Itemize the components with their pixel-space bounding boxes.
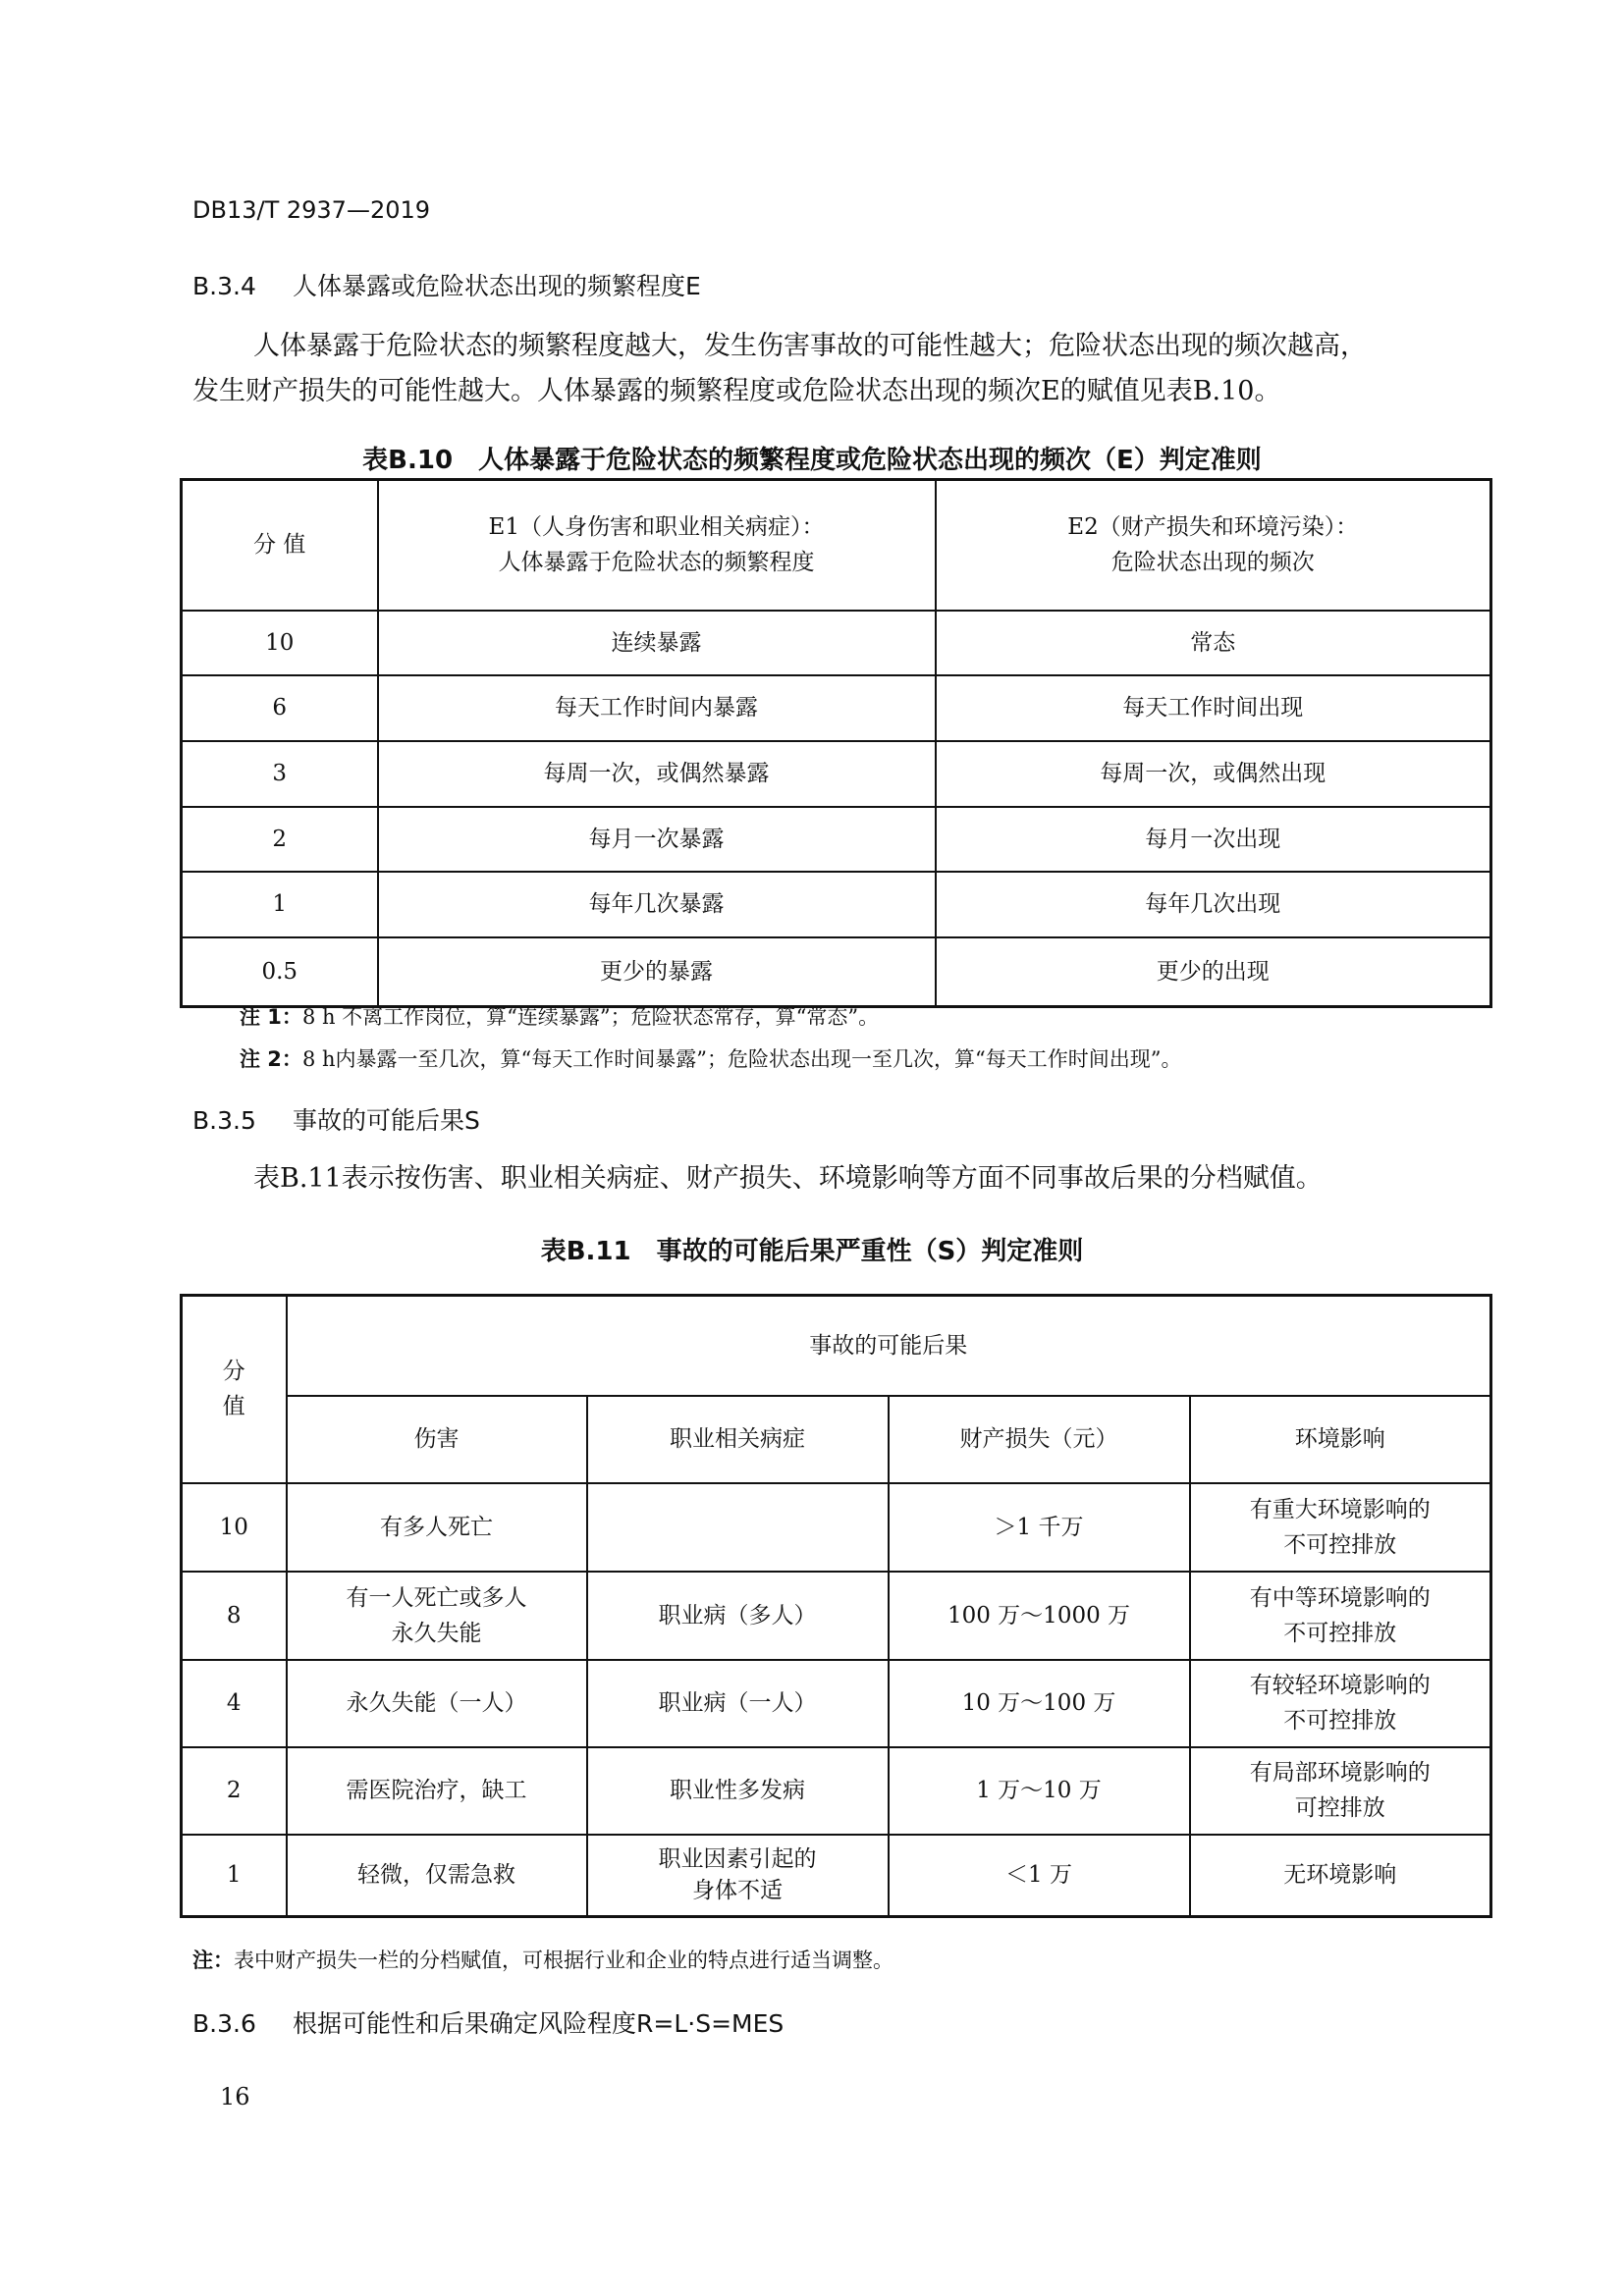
table-header-row <box>182 1396 1491 1483</box>
header-score <box>182 1296 287 1483</box>
table-header-row <box>182 480 1491 611</box>
page-number: 16 <box>220 2083 250 2110</box>
cell-e1: 每周一次，或偶然暴露 <box>378 741 936 807</box>
header-line: 分 <box>222 1359 245 1385</box>
table-b10-note-2 <box>240 1043 1181 1073</box>
table-row <box>182 1483 1491 1572</box>
cell-line: 10 万～100 万 <box>961 1690 1116 1716</box>
cell-e2: 常态 <box>936 611 1491 675</box>
table-row <box>182 1660 1491 1747</box>
cell-line: 需医院治疗，缺工 <box>346 1778 527 1803</box>
cell-line: 永久失能 <box>391 1620 482 1646</box>
cell-property <box>889 1660 1190 1747</box>
cell-e1: 每月一次暴露 <box>378 807 936 872</box>
paragraph-b34 <box>192 324 1469 414</box>
cell-score: 10 <box>182 611 378 675</box>
section-b35-heading <box>192 1101 480 1137</box>
cell-line: 1 万～10 万 <box>976 1778 1102 1803</box>
table-b11-caption: 表B.11 事故的可能后果严重性（S）判定准则 <box>540 1237 1084 1266</box>
cell-line: 不可控排放 <box>1283 1620 1397 1646</box>
table-row <box>182 1835 1491 1917</box>
header-line: 值 <box>222 1394 245 1420</box>
header-environment: 环境影响 <box>1190 1396 1491 1483</box>
section-b36-heading <box>192 2004 784 2040</box>
cell-e1: 连续暴露 <box>378 611 936 675</box>
section-b34-heading <box>192 267 701 302</box>
cell-line: ＜1 万 <box>1005 1862 1072 1889</box>
cell-score: 0.5 <box>182 937 378 1007</box>
note-label: 注 1： <box>240 1005 302 1029</box>
section-number: B.3.5 <box>192 1106 256 1135</box>
cell-line: 不可控排放 <box>1283 1531 1397 1558</box>
header-consequence: 事故的可能后果 <box>287 1296 1491 1396</box>
cell-score: 6 <box>182 675 378 741</box>
cell-e1: 更少的暴露 <box>378 937 936 1007</box>
cell-line: 有一人死亡或多人 <box>346 1584 527 1611</box>
header-e1 <box>378 480 936 611</box>
header-injury: 伤害 <box>287 1396 587 1483</box>
cell-e1: 每天工作时间内暴露 <box>378 675 936 741</box>
cell-e1: 每年几次暴露 <box>378 872 936 937</box>
paragraph-b35 <box>192 1156 1469 1201</box>
cell-injury <box>287 1747 587 1835</box>
header-line: E2（财产损失和环境污染）： <box>1067 514 1359 541</box>
cell-environment <box>1190 1660 1491 1747</box>
note-text: 8 h 不离工作岗位，算“连续暴露”；危险状态常存，算“常态”。 <box>301 1005 880 1029</box>
cell-e2: 每周一次，或偶然出现 <box>936 741 1491 807</box>
cell-injury <box>287 1483 587 1572</box>
header-line: E1（人身伤害和职业相关病症）： <box>488 514 825 541</box>
cell-line: 100 万～1000 万 <box>947 1602 1131 1629</box>
cell-e2: 每年几次出现 <box>936 872 1491 937</box>
section-title: 人体暴露或危险状态出现的频繁程度E <box>293 272 701 300</box>
section-title: 根据可能性和后果确定风险程度R=L·S=MES <box>293 2009 785 2038</box>
table-b11-note <box>192 1945 893 1974</box>
cell-line: 有局部环境影响的 <box>1249 1760 1431 1786</box>
note-text: 表中财产损失一栏的分档赋值，可根据行业和企业的特点进行适当调整。 <box>234 1949 893 1972</box>
cell-environment <box>1190 1747 1491 1835</box>
cell-score: 8 <box>182 1572 287 1660</box>
header-line: 人体暴露于危险状态的频繁程度 <box>498 550 815 576</box>
cell-score: 2 <box>182 1747 287 1835</box>
section-number: B.3.4 <box>192 272 256 300</box>
paragraph-line: 表B.11表示按伤害、职业相关病症、财产损失、环境影响等方面不同事故后果的分档赋值。 <box>253 1163 1323 1194</box>
cell-property <box>889 1483 1190 1572</box>
cell-environment <box>1190 1835 1491 1917</box>
cell-property <box>889 1572 1190 1660</box>
cell-injury <box>287 1660 587 1747</box>
table-row <box>182 872 1491 937</box>
cell-score: 2 <box>182 807 378 872</box>
cell-line: 职业性多发病 <box>670 1778 805 1803</box>
table-row <box>182 741 1491 807</box>
header-property: 财产损失（元） <box>889 1396 1190 1483</box>
table-row <box>182 611 1491 675</box>
cell-disease <box>587 1660 889 1747</box>
cell-e2: 每月一次出现 <box>936 807 1491 872</box>
cell-disease <box>587 1483 889 1572</box>
note-text: 8 h内暴露一至几次，算“每天工作时间暴露”；危险状态出现一至几次，算“每天工作时间出现”。 <box>301 1047 1182 1071</box>
note-label: 注： <box>192 1949 234 1972</box>
table-b10-note-1 <box>240 1001 879 1031</box>
cell-line: 无环境影响 <box>1283 1862 1397 1889</box>
cell-environment <box>1190 1572 1491 1660</box>
table-row <box>182 1747 1491 1835</box>
cell-score: 3 <box>182 741 378 807</box>
table-row <box>182 807 1491 872</box>
cell-line: 有较轻环境影响的 <box>1249 1673 1431 1698</box>
header-disease: 职业相关病症 <box>587 1396 889 1483</box>
cell-score: 10 <box>182 1483 287 1572</box>
cell-injury <box>287 1835 587 1917</box>
header-score: 分 值 <box>182 480 378 611</box>
paragraph-line: 发生财产损失的可能性越大。人体暴露的频繁程度或危险状态出现的频次E的赋值见表B.10。 <box>192 376 1281 406</box>
cell-property <box>889 1747 1190 1835</box>
cell-line: ＞1 千万 <box>994 1514 1084 1540</box>
table-row <box>182 937 1491 1007</box>
cell-line: 轻微，仅需急救 <box>357 1862 515 1889</box>
table-b10 <box>180 478 1492 1008</box>
table-b11 <box>180 1294 1492 1918</box>
cell-line: 不可控排放 <box>1283 1708 1397 1734</box>
document-code: DB13/T 2937—2019 <box>192 196 431 224</box>
cell-score: 1 <box>182 872 378 937</box>
cell-e2: 更少的出现 <box>936 937 1491 1007</box>
cell-e2: 每天工作时间出现 <box>936 675 1491 741</box>
table-header-row <box>182 1296 1491 1396</box>
cell-line: 职业病（一人） <box>658 1690 817 1716</box>
cell-disease <box>587 1747 889 1835</box>
cell-environment <box>1190 1483 1491 1572</box>
cell-line: 永久失能（一人） <box>346 1690 527 1716</box>
cell-line: 身体不适 <box>692 1878 783 1904</box>
cell-disease <box>587 1835 889 1917</box>
table-b10-caption: 表B.10 人体暴露于危险状态的频繁程度或危险状态出现的频次（E）判定准则 <box>362 446 1262 475</box>
cell-line: 可控排放 <box>1294 1795 1385 1821</box>
table-row <box>182 1572 1491 1660</box>
paragraph-line: 人体暴露于危险状态的频繁程度越大，发生伤害事故的可能性越大；危险状态出现的频次越高， <box>253 331 1367 361</box>
cell-score: 1 <box>182 1835 287 1917</box>
cell-line: 有中等环境影响的 <box>1249 1584 1431 1611</box>
cell-line: 有多人死亡 <box>380 1514 493 1540</box>
cell-score: 4 <box>182 1660 287 1747</box>
cell-property <box>889 1835 1190 1917</box>
table-row <box>182 675 1491 741</box>
header-e2 <box>936 480 1491 611</box>
header-line: 危险状态出现的频次 <box>1110 550 1315 576</box>
cell-injury <box>287 1572 587 1660</box>
note-label: 注 2： <box>240 1047 302 1071</box>
section-title: 事故的可能后果S <box>293 1106 480 1135</box>
cell-line: 职业因素引起的 <box>658 1846 817 1873</box>
section-number: B.3.6 <box>192 2009 256 2038</box>
cell-disease <box>587 1572 889 1660</box>
cell-line: 职业病（多人） <box>658 1602 817 1629</box>
cell-line: 有重大环境影响的 <box>1249 1496 1431 1522</box>
